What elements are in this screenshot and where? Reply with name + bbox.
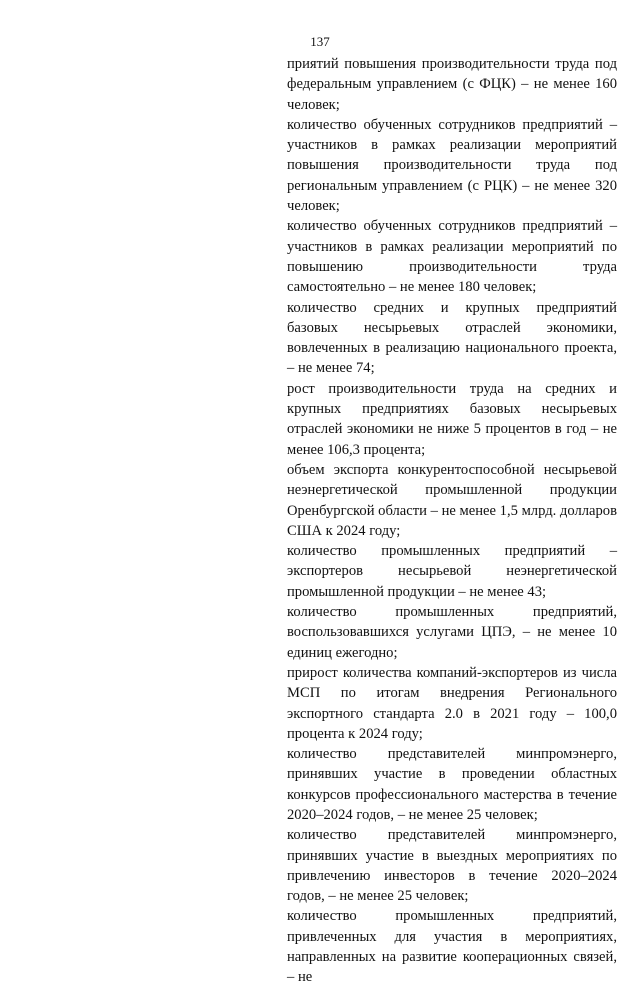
paragraph: количество средних и крупных предприятий базовых несырьевых отраслей экономики, вовлеченных в реализацию национального проекта, – не менее 74;	[287, 299, 617, 377]
paragraph: количество представителей минпромэнерго, принявших участие в выездных мероприятиях по привлечению инвесторов в течение 2020–2024 годов, – не менее 25 человек;	[287, 827, 617, 905]
paragraph: количество промышленных предприятий – экспортеров несырьевой неэнергетической промышленной продукции – не менее 43;	[287, 543, 617, 600]
paragraph: приятий повышения производительности труда под федеральным управлением (с ФЦК) – не менее 160 человек;	[287, 56, 617, 113]
paragraph: количество промышленных предприятий, воспользовавшихся услугами ЦПЭ, – не менее 10 единиц ежегодно;	[287, 604, 617, 661]
paragraph: количество обученных сотрудников предприятий – участников в рамках реализации мероприятий повышения производительности труда под региональным управлением (с РЦК) – не менее 320 человек;	[287, 116, 617, 215]
paragraph: количество промышленных предприятий, привлеченных для участия в мероприятиях, направленных на развитие кооперационных связей, – не	[287, 908, 617, 986]
paragraph: объем экспорта конкурентоспособной несырьевой неэнергетической промышленной продукции Оренбургской области – не менее 1,5 млрд. долларов США к 2024 году;	[287, 461, 617, 539]
paragraph: количество представителей минпромэнерго, принявших участие в проведении областных конкурсов профессионального мастерства в течение 2020–2024 годов, – не менее 25 человек;	[287, 746, 617, 823]
paragraph: рост производительности труда на средних и крупных предприятиях базовых несырьевых отраслей экономики не ниже 5 процентов в год – не менее 106,3 процента;	[287, 380, 617, 458]
paragraph: количество обученных сотрудников предприятий – участников в рамках реализации мероприятий по повышению производительности труда самостоятельно – не менее 180 человек;	[287, 218, 617, 296]
document-body	[287, 54, 617, 988]
page-number: 137	[310, 34, 330, 49]
paragraph: прирост количества компаний-экспортеров из числа МСП по итогам внедрения Регионального экспортного стандарта 2.0 в 2021 году – 100,0 процента к 2024 году;	[287, 664, 617, 742]
